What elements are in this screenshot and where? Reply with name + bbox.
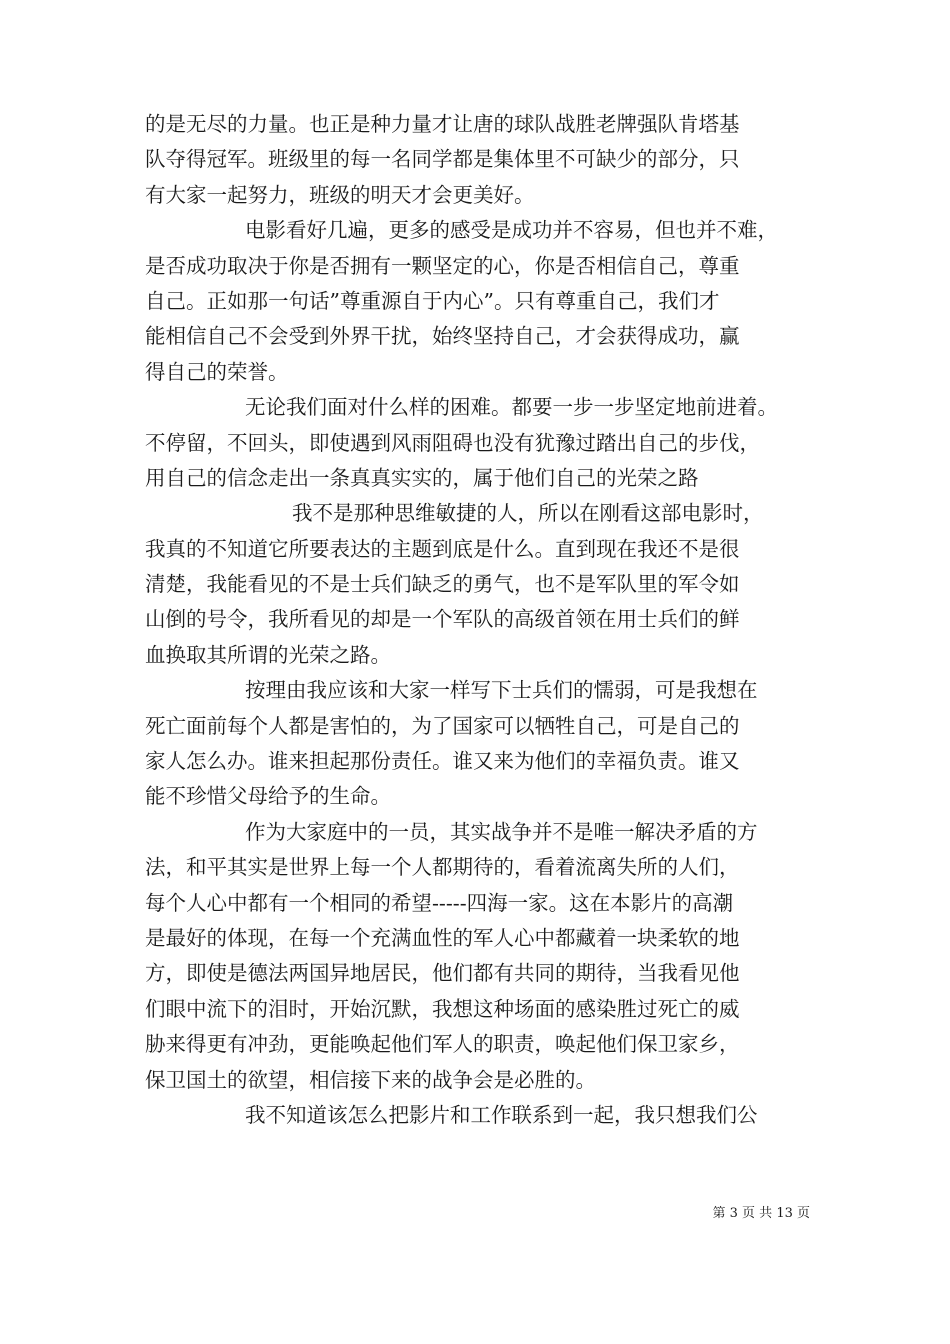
text-line: 我真的不知道它所要表达的主题到底是什么。直到现在我还不是很 [145,536,740,561]
paragraph-start-line: 我不是那种思维敏捷的人，所以在刚看这部电影时， [292,501,764,526]
paragraph-start-line: 作为大家庭中的一员，其实战争并不是唯一解决矛盾的方 [245,819,758,844]
text-line: 是最好的体现，在每一个充满血性的军人心中都藏着一块柔软的地 [145,925,740,950]
text-line: 自己。正如那一句话”尊重源自于内心”。只有尊重自己，我们才 [145,288,720,313]
text-line: 用自己的信念走出一条真真实实的，属于他们自己的光荣之路 [145,465,699,490]
text-line: 能不珍惜父母给予的生命。 [145,784,391,809]
text-line: 山倒的号令，我所看见的却是一个军队的高级首领在用士兵们的鲜 [145,607,740,632]
text-line: 不停留，不回头，即使遇到风雨阻碍也没有犹豫过踏出自己的步伐， [145,430,760,455]
text-line: 胁来得更有冲劲，更能唤起他们军人的职责，唤起他们保卫家乡， [145,1032,740,1057]
paragraph-start-line: 无论我们面对什么样的困难。都要一步一步坚定地前进着。 [245,395,778,420]
text-line: 得自己的荣誉。 [145,359,289,384]
paragraph-start-line: 我不知道该怎么把影片和工作联系到一起，我只想我们公 [245,1102,758,1127]
body-text [145,107,815,1133]
paragraph-start-line: 电影看好几遍，更多的感受是成功并不容易，但也并不难， [245,218,778,243]
text-line: 是否成功取决于你是否拥有一颗坚定的心，你是否相信自己，尊重 [145,253,740,278]
text-line: 家人怎么办。谁来担起那份责任。谁又来为他们的幸福负责。谁又 [145,749,740,774]
text-line: 们眼中流下的泪时，开始沉默，我想这种场面的感染胜过死亡的威 [145,996,740,1021]
text-line: 清楚，我能看见的不是士兵们缺乏的勇气，也不是军队里的军令如 [145,572,740,597]
text-line: 队夺得冠军。班级里的每一名同学都是集体里不可缺少的部分，只 [145,147,740,172]
page-number-footer: 第 3 页 共 13 页 [712,1206,810,1221]
text-line: 能相信自己不会受到外界干扰，始终坚持自己，才会获得成功，赢 [145,324,740,349]
text-line: 死亡面前每个人都是害怕的，为了国家可以牺牲自己，可是自己的 [145,713,740,738]
text-line: 保卫国土的欲望，相信接下来的战争会是必胜的。 [145,1067,596,1092]
text-line: 血换取其所谓的光荣之路。 [145,642,391,667]
text-line: 每个人心中都有一个相同的希望-----四海一家。这在本影片的高潮 [145,890,734,915]
text-line: 方，即使是德法两国异地居民，他们都有共同的期待，当我看见他 [145,961,740,986]
text-line: 法，和平其实是世界上每一个人都期待的，看着流离失所的人们， [145,855,740,880]
paragraph-start-line: 按理由我应该和大家一样写下士兵们的懦弱，可是我想在 [245,678,758,703]
text-line: 有大家一起努力，班级的明天才会更美好。 [145,182,535,207]
text-line: 的是无尽的力量。也正是种力量才让唐的球队战胜老牌强队肯塔基 [145,112,740,136]
